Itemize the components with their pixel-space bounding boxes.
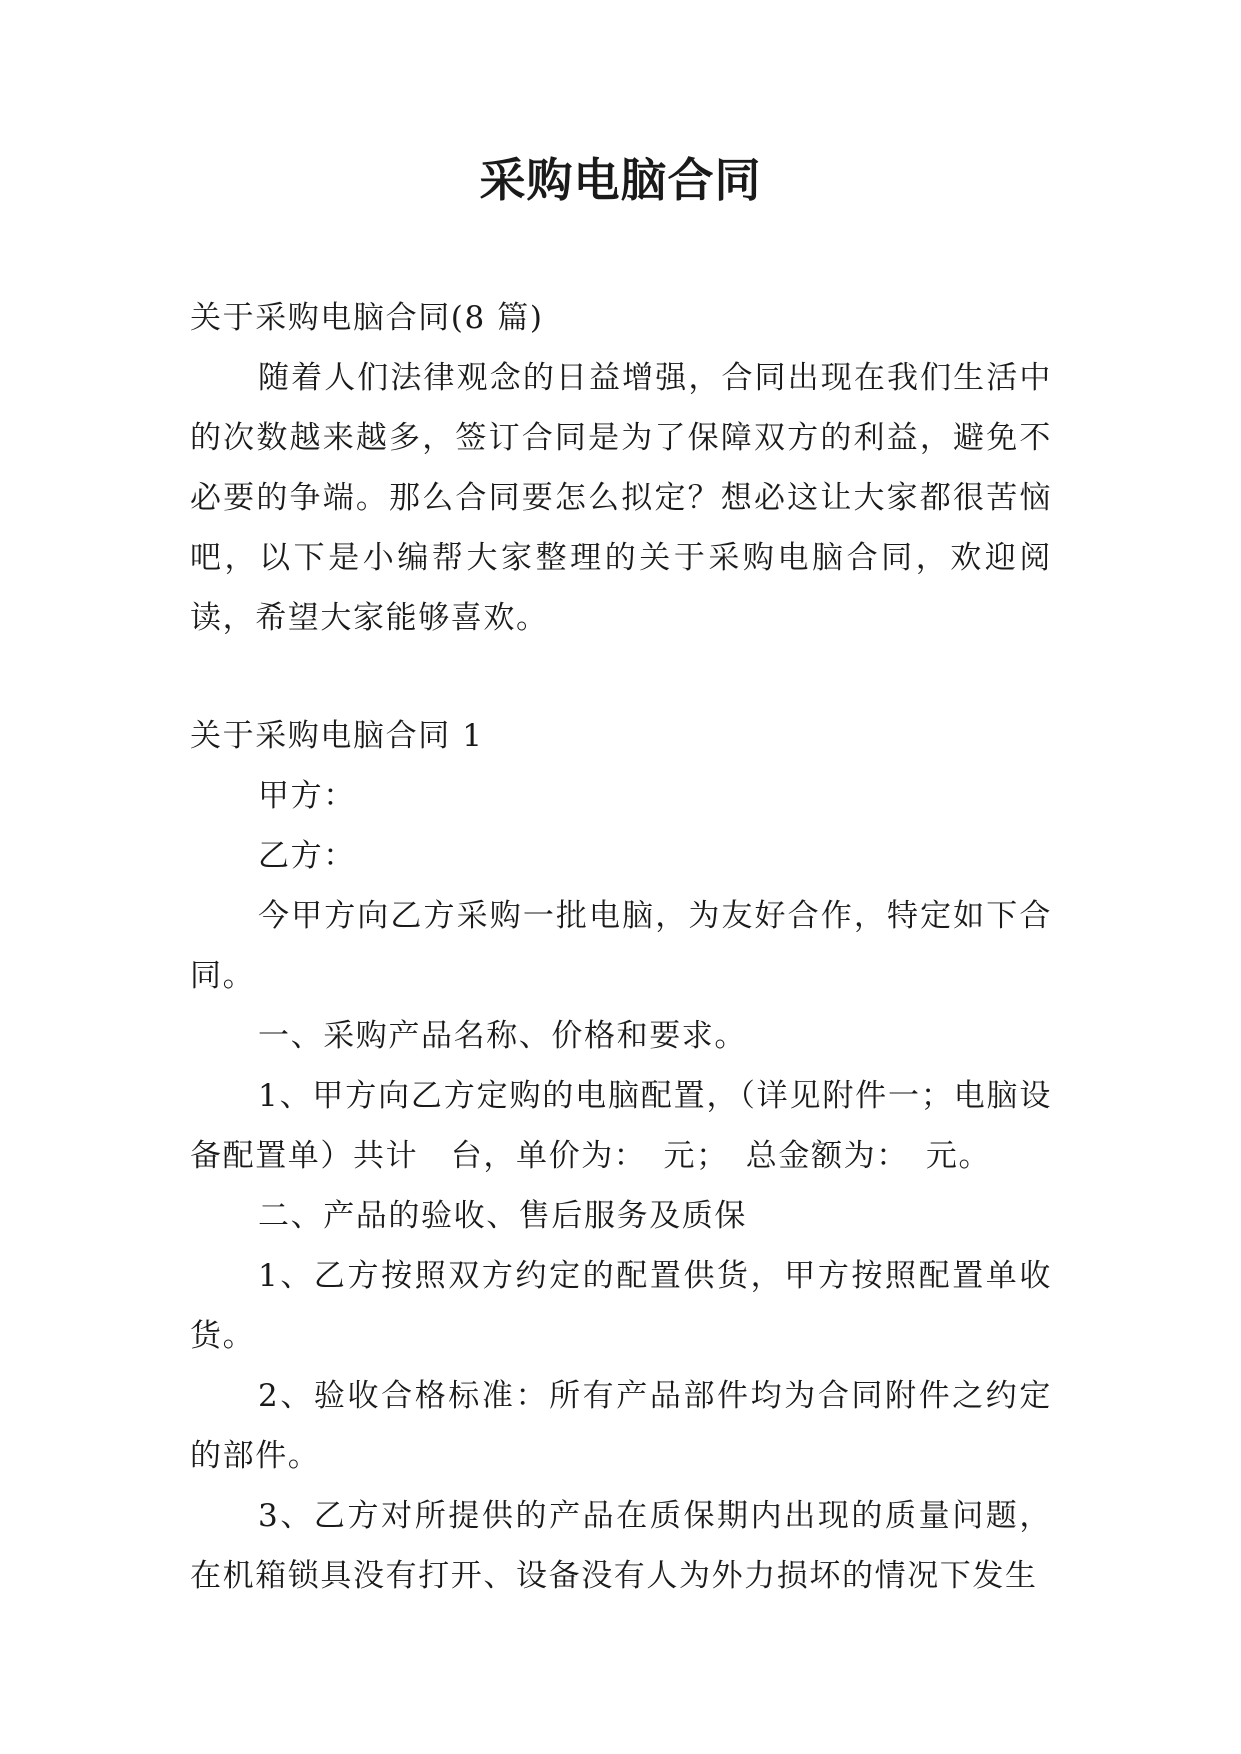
document-title: 采购电脑合同 [479,153,762,207]
section-heading: 关于采购电脑合同 1 [190,718,484,754]
section-gap [190,648,1052,706]
clause-2-item-2: 2、验收合格标准：所有产品部件均为合同附件之约定的部件。 [190,1378,1052,1474]
clause-1-item-1: 1、甲方向乙方定购的电脑配置，（详见附件一；电脑设备配置单）共计 台，单价为： 元； 总金额为： 元。 [190,1078,1052,1174]
party-a-line: 甲方： [258,778,356,814]
contract-preamble: 今甲方向乙方采购一批电脑，为友好合作，特定如下合同。 [190,898,1052,994]
party-b-line: 乙方： [258,838,356,874]
document-subtitle: 关于采购电脑合同(8 篇) [190,300,544,336]
clause-2-item-1: 1、乙方按照双方约定的配置供货，甲方按照配置单收货。 [190,1258,1052,1354]
clause-heading-2: 二、产品的验收、售后服务及质保 [258,1198,747,1234]
clause-heading-1: 一、采购产品名称、价格和要求。 [258,1018,747,1054]
document-body [190,288,1052,1606]
intro-paragraph: 随着人们法律观念的日益增强，合同出现在我们生活中的次数越来越多，签订合同是为了保障双方的利益，避免不必要的争端。那么合同要怎么拟定？想必这让大家都很苦恼吧，以下是小编帮大家整理的关于采购电脑合同，欢迎阅读，希望大家能够喜欢。 [190,360,1052,636]
clause-2-item-3: 3、乙方对所提供的产品在质保期内出现的质量问题，在机箱锁具没有打开、设备没有人为外力损坏的情况下发生 [190,1498,1052,1594]
